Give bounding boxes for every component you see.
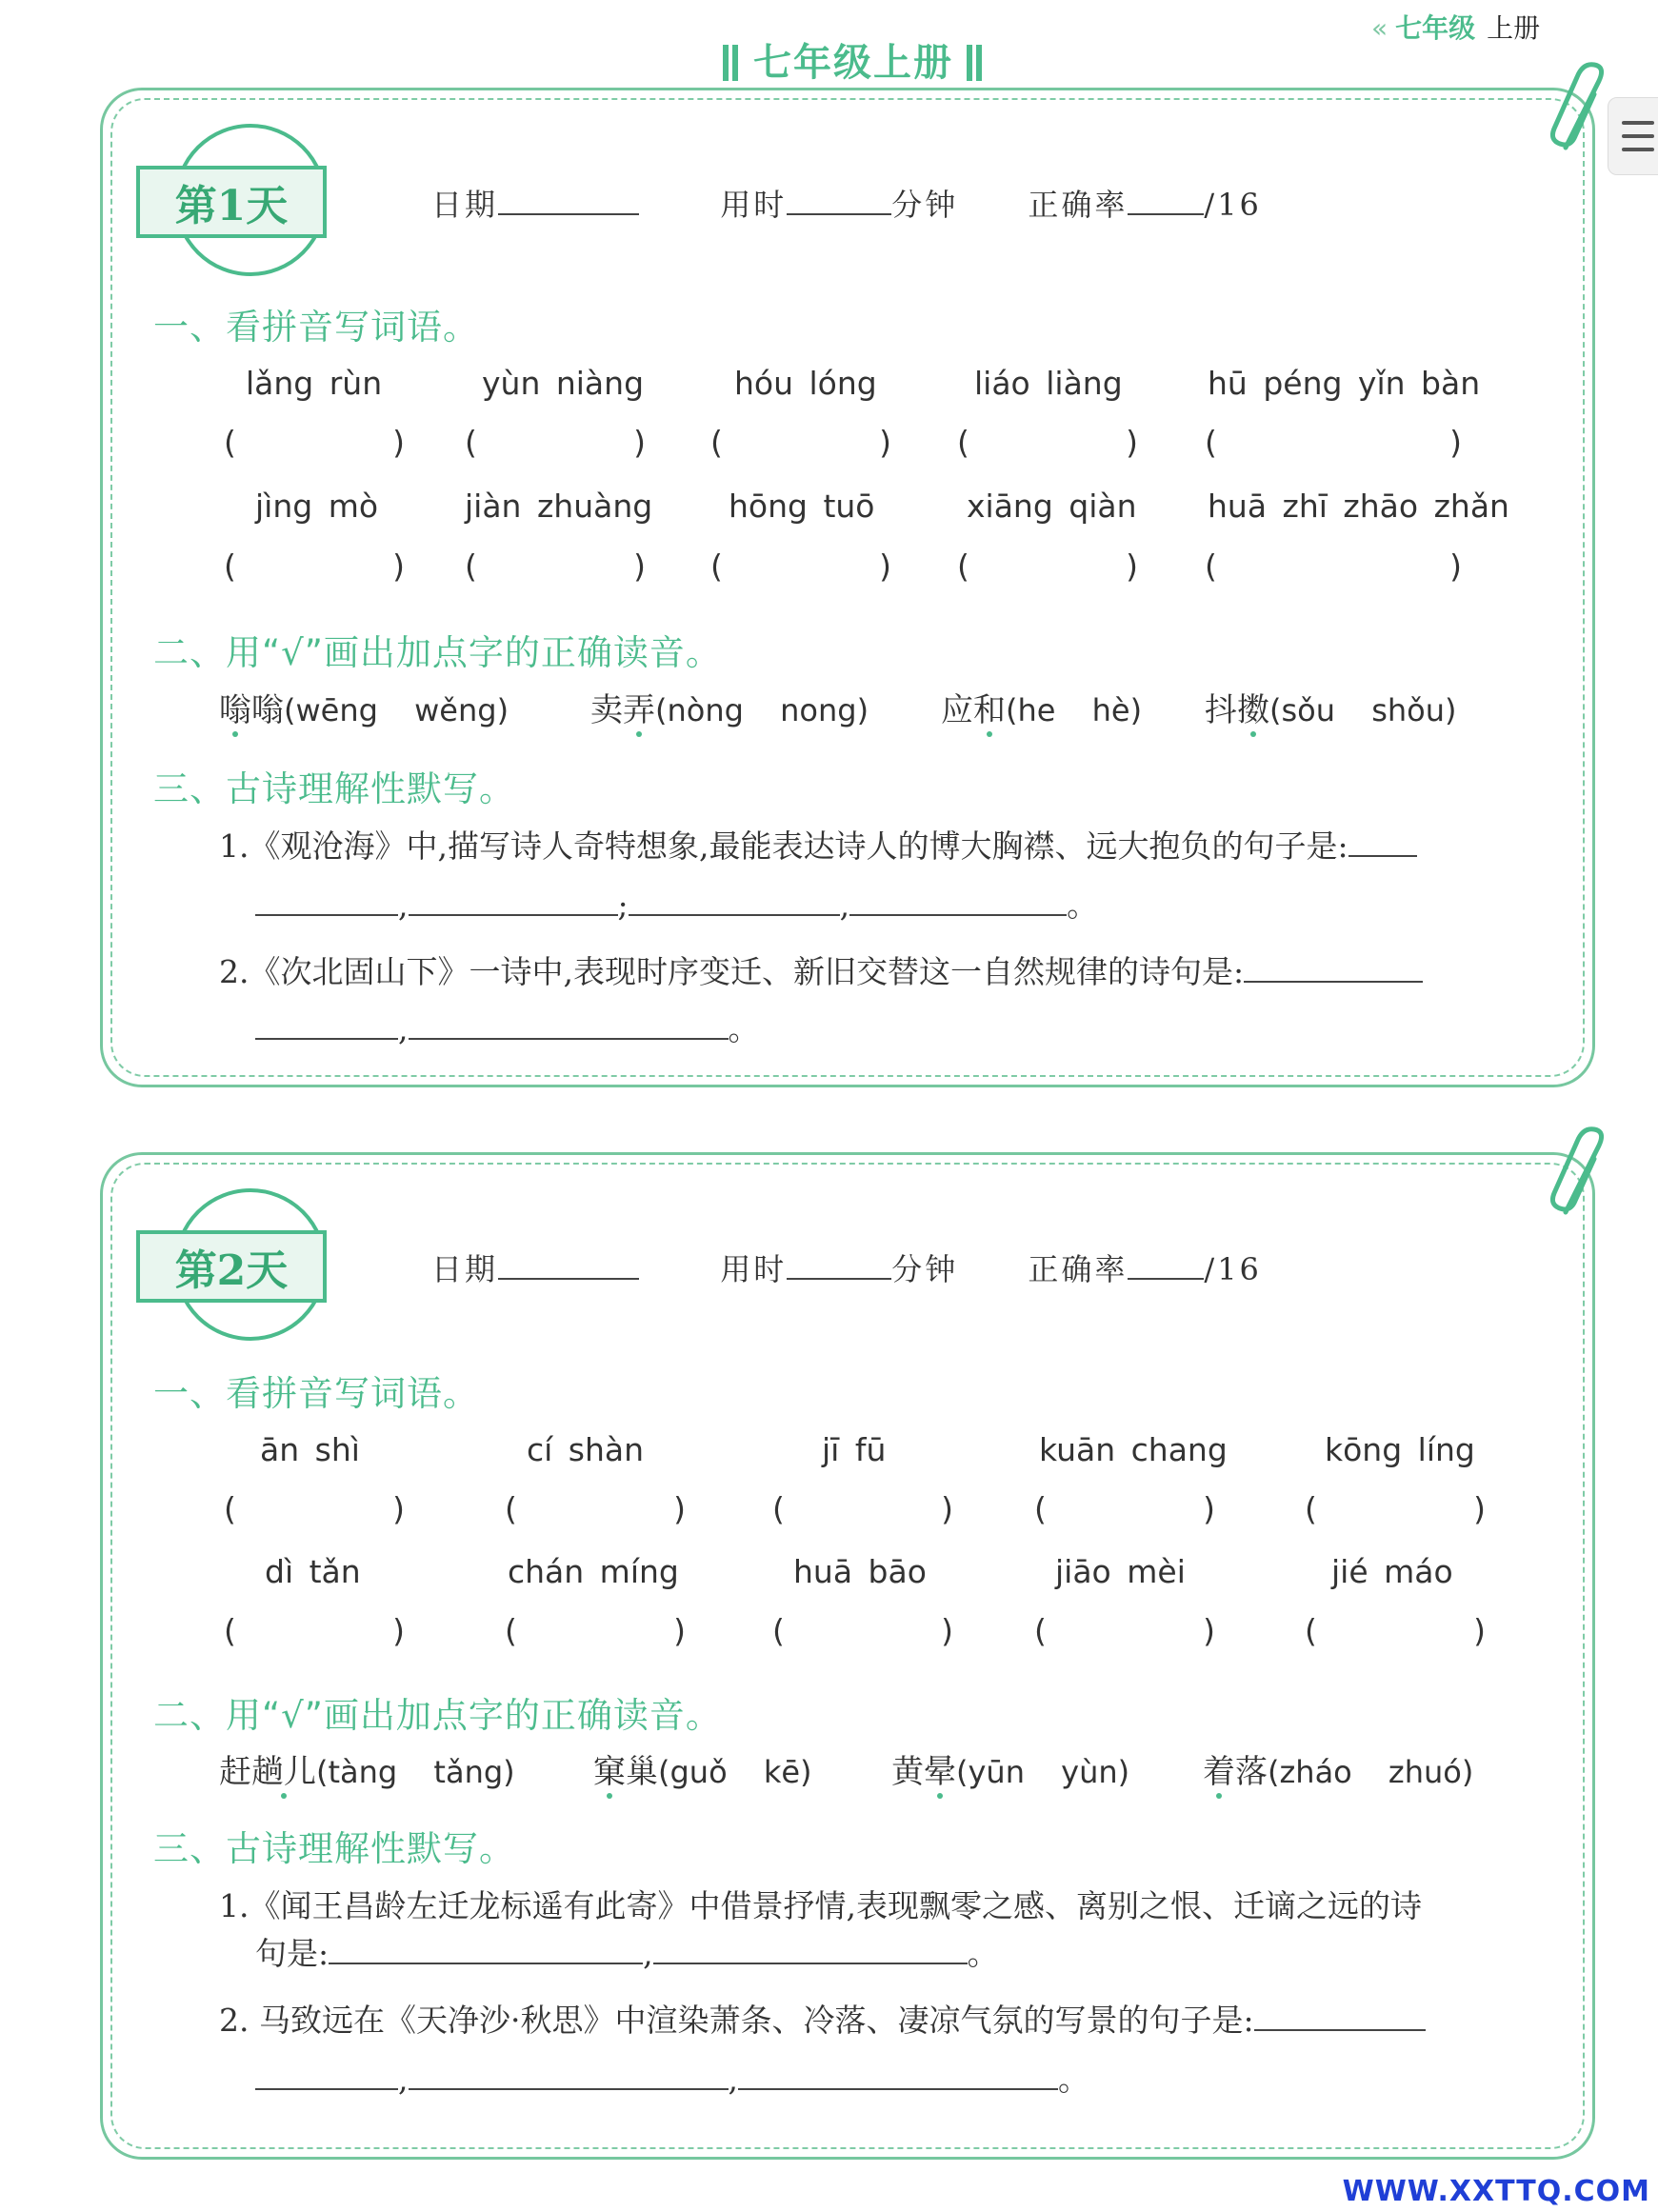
info-row: 日期 用时 分钟 正确率 /16 [431, 1251, 1262, 1287]
pinyin-item: kuān chang [1039, 1431, 1228, 1468]
grade-tag: « 七年级 上册 [1371, 12, 1541, 44]
pinyin-item: jī fū [822, 1431, 887, 1468]
reading-choice: 嗡嗡(wēng wěng) [219, 691, 509, 729]
section-heading: 三、古诗理解性默写。 [153, 1828, 515, 1869]
accuracy-blank[interactable] [1128, 1249, 1204, 1280]
answer-lines-1: , ; , 。 [255, 881, 1098, 926]
answer-box[interactable]: ( ) [505, 1490, 686, 1527]
pinyin-item: kōng líng [1325, 1431, 1475, 1468]
answer-line[interactable] [849, 886, 1067, 916]
section-heading: 一、看拼音写词语。 [153, 1373, 479, 1414]
reading-choice: 抖擞(sǒu shǒu) [1205, 691, 1457, 729]
pinyin-item: huā zhī zhāo zhǎn [1208, 488, 1509, 525]
section-heading: 二、用“√”画出加点字的正确读音。 [153, 1695, 722, 1736]
time-blank[interactable] [787, 185, 891, 215]
accuracy-blank[interactable] [1128, 185, 1204, 215]
pinyin-item: hōng tuō [729, 488, 875, 525]
question-1: 1.《闻王昌龄左迁龙标遥有此寄》中借景抒情,表现飘零之感、离别之恨、迁谪之远的诗 [219, 1887, 1422, 1924]
reading-choice: 着落(zháo zhuó) [1203, 1753, 1474, 1791]
day-card-1 [100, 88, 1595, 1087]
pinyin-item: huā bāo [793, 1553, 927, 1590]
answer-box[interactable]: ( ) [772, 1490, 953, 1527]
answer-box[interactable]: ( ) [710, 424, 891, 461]
answer-box[interactable]: ( ) [1034, 1612, 1215, 1649]
answer-line[interactable] [409, 1009, 729, 1040]
answer-line[interactable] [409, 2060, 729, 2090]
day-badge: 第2天 [136, 1188, 331, 1350]
paperclip-icon [1547, 62, 1613, 157]
question-1: 1.《观沧海》中,描写诗人奇特想象,最能表达诗人的博大胸襟、远大抱负的句子是: [219, 822, 1417, 867]
site-watermark: WWW.XXTTQ.COM [1342, 2175, 1650, 2208]
answer-lines-2: , , 。 [255, 2055, 1089, 2100]
time-blank[interactable] [787, 1249, 891, 1280]
date-blank[interactable] [498, 185, 639, 215]
answer-line[interactable] [738, 2060, 1058, 2090]
pinyin-item: ān shì [260, 1431, 360, 1468]
pinyin-item: jié máo [1331, 1553, 1453, 1590]
date-blank[interactable] [498, 1249, 639, 1280]
pinyin-item: jiāo mèi [1055, 1553, 1186, 1590]
answer-line[interactable] [1254, 2001, 1426, 2031]
answer-box[interactable]: ( ) [772, 1612, 953, 1649]
answer-line[interactable] [255, 2060, 398, 2090]
answer-box[interactable]: ( ) [1305, 1612, 1486, 1649]
pinyin-item: chán míng [508, 1553, 679, 1590]
day-card-2 [100, 1152, 1595, 2160]
answer-line[interactable] [409, 886, 618, 916]
answer-box[interactable]: ( ) [1205, 424, 1462, 461]
double-chevron-icon: « [1371, 12, 1388, 44]
answer-lines-2: , 。 [255, 1005, 760, 1049]
question-2: 2.《次北固山下》一诗中,表现时序变迁、新旧交替这一自然规律的诗句是: [219, 947, 1423, 992]
reading-choice: 黄晕(yūn yùn) [891, 1753, 1130, 1791]
pinyin-item: dì tǎn [265, 1553, 361, 1590]
question-2: 2. 马致远在《天净沙·秋思》中渲染萧条、冷落、凄凉气氛的写景的句子是: [219, 1996, 1426, 2041]
answer-box[interactable]: ( ) [710, 548, 891, 585]
pinyin-item: lǎng rùn [246, 365, 383, 402]
pinyin-item: jiàn zhuàng [465, 488, 653, 525]
paperclip-icon [1547, 1126, 1613, 1222]
pinyin-item: xiāng qiàn [967, 488, 1137, 525]
answer-box[interactable]: ( ) [224, 424, 405, 461]
answer-box[interactable]: ( ) [1205, 548, 1462, 585]
answer-box[interactable]: ( ) [1305, 1490, 1486, 1527]
answer-box[interactable]: ( ) [505, 1612, 686, 1649]
reading-choice: 应和(he hè) [941, 691, 1143, 729]
answer-line[interactable] [255, 1009, 398, 1040]
pinyin-item: liáo liàng [974, 365, 1123, 402]
menu-icon[interactable] [1608, 97, 1658, 175]
answer-box[interactable]: ( ) [465, 548, 646, 585]
page-title: 七年级上册 [705, 32, 990, 87]
pinyin-item: hóu lóng [734, 365, 877, 402]
reading-choice: 窠巢(guǒ kē) [593, 1753, 812, 1791]
reading-choice: 赶趟儿(tàng tǎng) [219, 1753, 515, 1791]
pinyin-item: yùn niàng [482, 365, 645, 402]
answer-line[interactable] [255, 886, 398, 916]
title-bar-left [723, 45, 729, 81]
answer-lines-1: 句是: , 。 [255, 1935, 999, 1972]
reading-choice: 卖弄(nòng nong) [590, 691, 869, 729]
pinyin-item: hū péng yǐn bàn [1208, 365, 1481, 402]
section-heading: 二、用“√”画出加点字的正确读音。 [153, 632, 722, 673]
answer-box[interactable]: ( ) [224, 548, 405, 585]
answer-box[interactable]: ( ) [224, 1612, 405, 1649]
answer-box[interactable]: ( ) [465, 424, 646, 461]
answer-box[interactable]: ( ) [957, 424, 1138, 461]
answer-line[interactable] [1244, 952, 1423, 983]
answer-box[interactable]: ( ) [957, 548, 1138, 585]
answer-box[interactable]: ( ) [224, 1490, 405, 1527]
info-row: 日期 用时 分钟 正确率 /16 [431, 187, 1262, 223]
section-heading: 一、看拼音写词语。 [153, 307, 479, 348]
answer-line[interactable] [629, 886, 840, 916]
day-badge: 第1天 [136, 124, 331, 286]
pinyin-item: cí shàn [527, 1431, 645, 1468]
answer-line[interactable] [1348, 827, 1417, 857]
answer-box[interactable]: ( ) [1034, 1490, 1215, 1527]
pinyin-item: jìng mò [255, 488, 379, 525]
answer-line[interactable] [329, 1934, 643, 1964]
section-heading: 三、古诗理解性默写。 [153, 768, 515, 809]
answer-line[interactable] [653, 1934, 968, 1964]
title-bar-right [967, 45, 972, 81]
